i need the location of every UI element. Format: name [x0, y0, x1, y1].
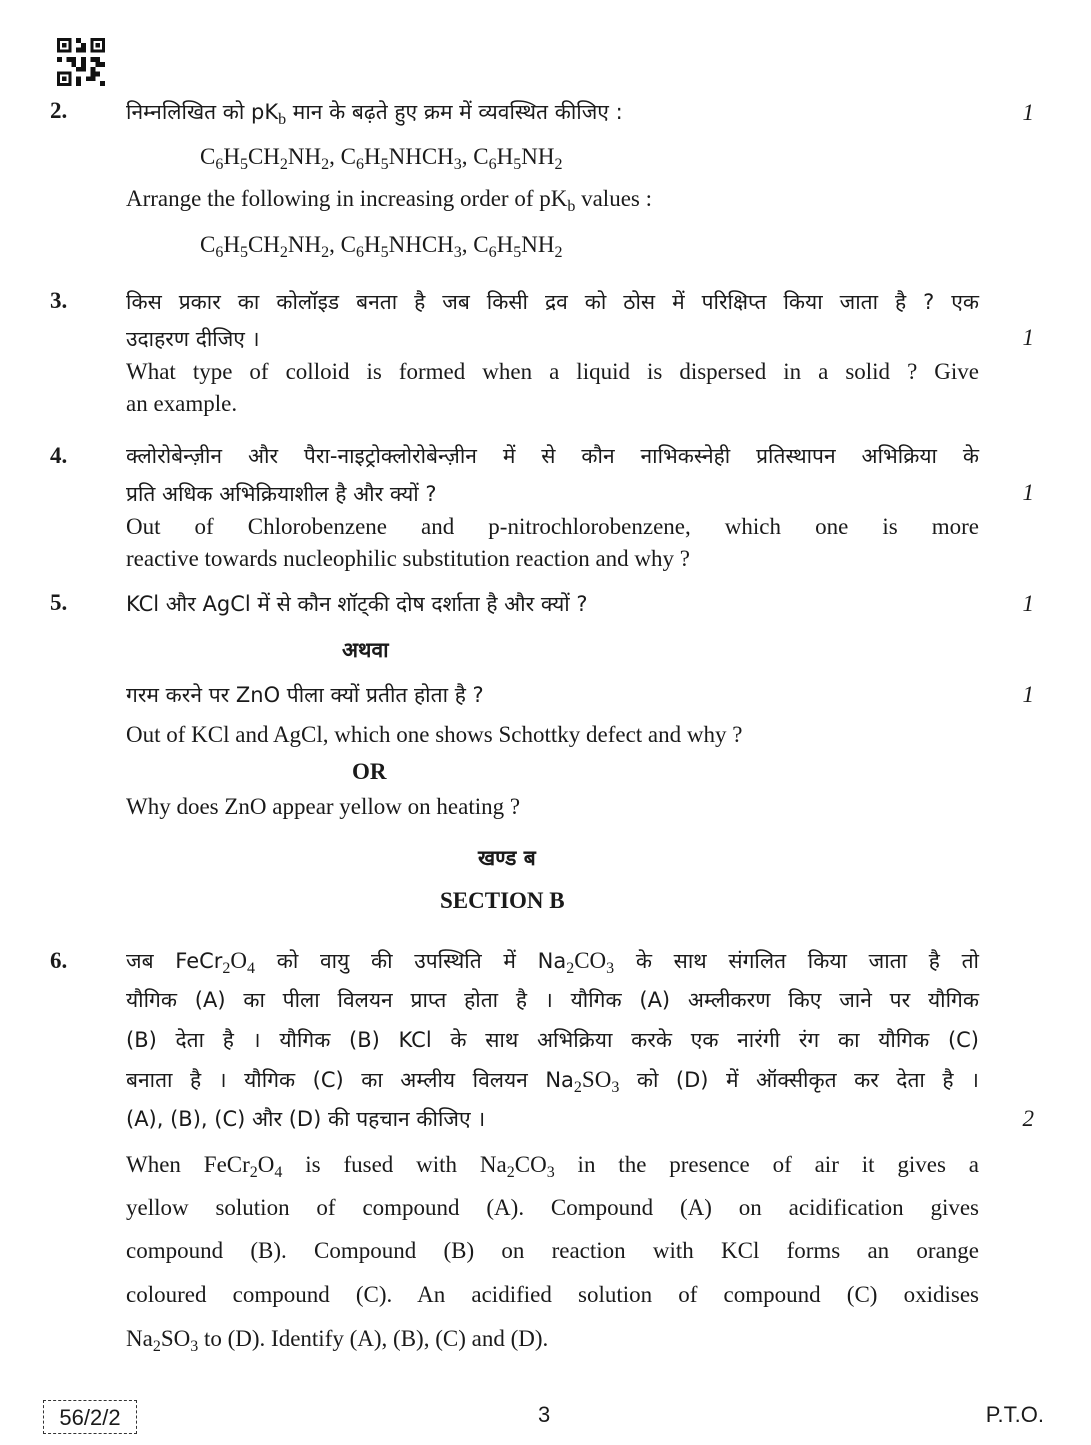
formula-text: C	[200, 144, 216, 169]
formula-text: H	[364, 232, 381, 257]
formula-text: H	[364, 144, 381, 169]
formula-subscript: 2	[321, 244, 330, 261]
formula-subscript: 3	[453, 156, 462, 173]
section-title-hindi: खण्ड ब	[478, 846, 536, 870]
formula-subscript: 6	[215, 244, 224, 261]
q4-english-line2: reactive towards nucleophilic substitution reaction and why ?	[126, 546, 690, 571]
q6-english-line1: When $FeCr_2O_4$ is fused with $Na_2CO_3$ in the presence of air it gives a	[126, 1152, 979, 1181]
formula-subscript: 5	[380, 244, 389, 261]
formula-text: , C	[329, 144, 356, 169]
marks: 1	[1022, 325, 1034, 350]
q6-hindi-line2: यौगिक (A) का पीला विलयन प्राप्त होता है । यौगिक (A) अम्लीकरण किए जाने पर यौगिक	[126, 988, 979, 1012]
formula-subscript: 6	[488, 156, 497, 173]
formula-subscript: 2	[321, 156, 330, 173]
q5-english-line2: Why does ZnO appear yellow on heating ?	[126, 794, 521, 819]
marks: 1	[1022, 682, 1034, 707]
formula-subscript: 6	[356, 156, 364, 173]
formula-text: NHCH	[388, 232, 454, 257]
formula-text: H	[496, 144, 514, 169]
q2-hindi-text: निम्नलिखित को $pK_b$ मान के बढ़ते हुए क्रम में व्यवस्थित कीजिए :	[126, 100, 623, 128]
q3-english-line2: an example.	[126, 391, 238, 416]
formula-subscript: 6	[356, 244, 364, 261]
formula-subscript: 6	[488, 244, 497, 261]
formula-subscript: 5	[513, 244, 522, 261]
formula-text: NHCH	[388, 144, 454, 169]
marks: 1	[1022, 480, 1034, 505]
q6-hindi-line1: जब $FeCr_2O_4$ को वायु की उपस्थिति में $Na_2CO_3$ के साथ संगलित किया जाता है तो	[126, 948, 979, 977]
formula-text: , C	[461, 232, 489, 257]
formula-text: , C	[329, 232, 356, 257]
q2-english-text: Arrange the following in increasing order of $pK_b$ values :	[126, 186, 652, 215]
formula-text: CH	[247, 144, 280, 169]
formula-subscript: 2	[279, 156, 288, 173]
formula-subscript: 5	[380, 156, 389, 173]
q3-hindi-line2: उदाहरण दीजिए ।	[126, 327, 260, 351]
formula-text: H	[223, 144, 240, 169]
or-hindi: अथवा	[342, 638, 389, 662]
question-number: 5.	[50, 590, 68, 615]
formula-text: , C	[461, 144, 489, 169]
q4-hindi-line1: क्लोरोबेन्ज़ीन और पैरा-नाइट्रोक्लोरोबेन्ज़ीन में से कौन नाभिकस्नेही प्रतिस्थापन अभिक्रिया के	[126, 444, 979, 468]
paper-code: 56/2/2	[43, 1400, 137, 1434]
marks: 2	[1022, 1106, 1034, 1131]
formula-text: C	[200, 232, 216, 257]
formula-subscript: 2	[554, 156, 563, 173]
question-number: 3.	[50, 288, 68, 313]
formula-text: CH	[247, 232, 280, 257]
section-title-english: SECTION B	[440, 888, 565, 913]
formula-subscript: 5	[239, 244, 248, 261]
formula-text: NH	[521, 144, 555, 169]
q6-english-line2: yellow solution of compound (A). Compound (A) on acidification gives	[126, 1195, 979, 1220]
question-number: 6.	[50, 948, 68, 973]
q3-english-line1: What type of colloid is formed when a liquid is dispersed in a solid ? Give	[126, 359, 979, 384]
formula-subscript: 5	[513, 156, 522, 173]
formula-text: NH	[287, 232, 322, 257]
q5-english-line1: Out of KCl and AgCl, which one shows Schottky defect and why ?	[126, 722, 743, 747]
formula-subscript: 5	[239, 156, 248, 173]
marks: 1	[1022, 100, 1034, 125]
formula-subscript: 3	[453, 244, 462, 261]
q6-hindi-line4: बनाता है । यौगिक (C) का अम्लीय विलयन $Na_2SO_3$ को (D) में ऑक्सीकृत कर देता है ।	[126, 1067, 979, 1096]
formula-subscript: 2	[279, 244, 288, 261]
formula-subscript: 2	[554, 244, 563, 261]
q6-english-line3: compound (B). Compound (B) on reaction with KCl forms an orange	[126, 1238, 979, 1263]
qr-code-icon	[56, 38, 106, 86]
or-english: OR	[352, 759, 387, 784]
q2-formula-english	[200, 232, 563, 261]
q2-formula-hindi	[200, 144, 563, 173]
question-number: 2.	[50, 98, 68, 123]
formula-text: H	[223, 232, 240, 257]
formula-text: NH	[521, 232, 555, 257]
q6-hindi-line5: (A), (B), (C) और (D) की पहचान कीजिए ।	[126, 1107, 486, 1131]
q6-english-line4: coloured compound (C). An acidified solution of compound (C) oxidises	[126, 1282, 979, 1307]
q6-english-line5: $Na_2SO_3$ to (D). Identify (A), (B), (C) and (D).	[126, 1326, 549, 1355]
formula-text: H	[496, 232, 514, 257]
q4-hindi-line2: प्रति अधिक अभिक्रियाशील है और क्यों ?	[126, 482, 437, 506]
pto-label: P.T.O.	[985, 1402, 1044, 1427]
marks: 1	[1022, 591, 1034, 616]
q6-hindi-line3: (B) देता है । यौगिक (B) KCl के साथ अभिक्रिया करके एक नारंगी रंग का यौगिक (C)	[126, 1028, 979, 1052]
page-number: 3	[538, 1402, 551, 1427]
formula-subscript: 6	[215, 156, 224, 173]
q5-hindi-line2: गरम करने पर ZnO पीला क्यों प्रतीत होता है ?	[126, 683, 484, 707]
formula-text: NH	[287, 144, 322, 169]
q5-hindi-line1: KCl और AgCl में से कौन शॉट्की दोष दर्शाता है और क्यों ?	[126, 592, 588, 616]
q3-hindi-line1: किस प्रकार का कोलॉइड बनता है जब किसी द्रव को ठोस में परिक्षिप्त किया जाता है ? एक	[126, 290, 979, 314]
q4-english-line1: Out of Chlorobenzene and p-nitrochlorobenzene, which one is more	[126, 514, 979, 539]
question-number: 4.	[50, 443, 68, 468]
